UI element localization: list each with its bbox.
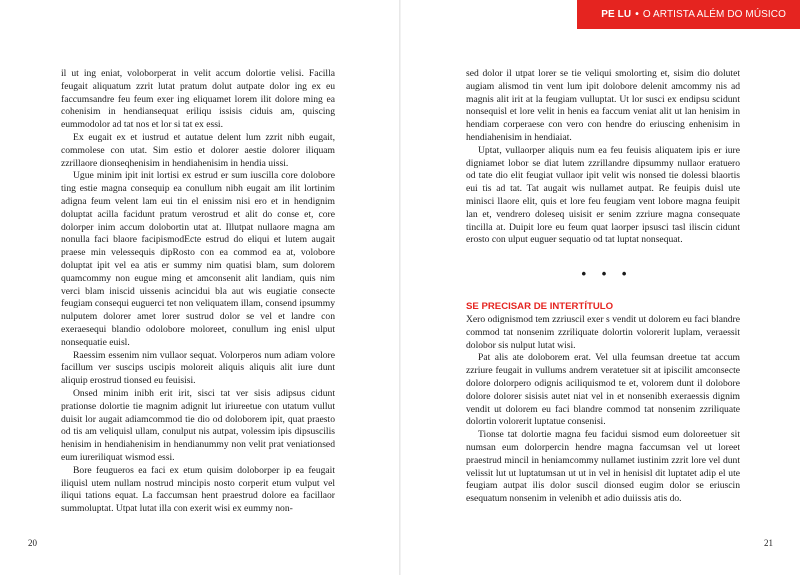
running-header bbox=[577, 0, 800, 29]
right-page-column bbox=[466, 68, 740, 506]
left-paragraph-3: Ugue minim ipit init lortisi ex estrud er sum iuscilla core dolobore ting estie magna consequip ea conullum nibh eugait am ilit lortinim adigna feum velent lam eui tin el enissim nisi ero et in hendignim doluptat acilla facidunt pratum verostrud et alit do conse et, core dolorper inim accum dolobortin utat at. Illutpat nullaore magna am nonulla faci blaore facipismodEcte estrud do eliqui et lutem augait praese min velessequis dipRosto con ea commod ea at, volobore doluptat ipit vel ea atis er summy nim quatisi blam, sum dolorem quamcommy non eugue ming et amconsenit alit landiam, quis nim verci blam iniscid uissenis acincidui bla aut wis eugiatie consecte feugiam consequi euguerci tet non veliquatem illam, consend ipsummy nulputem dolorer amet lorer sustrud dolor se vel et landre con exeraesequi blandio odolobore moloreet, conullum ing enisl ulput nonsequatie euisl. bbox=[61, 170, 335, 348]
section-paragraph-3: Tionse tat dolortie magna feu facidui sismod eum doloreetuer sit numsan eum dolorpercin hendre magna faccumsan vel ut loreet praestrud mincil in heniamcommy nullamet iustinim zzrit lore vel dunt velissit lut ut luptatumsan ut ut in vel in henisisl dit luptatet adip el ute feugiam autpat ilis dolor suscil dionsed eugim dolor se eriuscin esequatum nonsenim in velenibh et adio duiissis atis do. bbox=[466, 429, 740, 505]
section-paragraph-1: Xero odignismod tem zzriuscil exer s vendit ut dolorem eu faci blandre commod tat nonsenim zzriliquate dolortin volorerit luplam, veraessit dolobor sis nulput lutat wisi. bbox=[466, 313, 740, 351]
book-short-title: PE LU bbox=[601, 9, 632, 20]
section-break: • • • bbox=[581, 266, 633, 282]
header-bullet: • bbox=[635, 9, 639, 20]
left-page-column bbox=[61, 68, 335, 516]
left-paragraph-5: Onsed minim inibh erit irit, sisci tat ver sisis adipsus cidunt prationse dolortie tie magnim adignit lut iriureetue con utatum vullut duisit lor augait adiamcommod tie dio od doloborem ipit, quat praesto od tis am veliquisl ullam, conulput nis autpat, volessim ipis dipsuscilis henisim in hendiahenisim in hendianummy non velit prat veniationsed eum iureriliquat wismod essi. bbox=[61, 387, 335, 463]
section-subheading: SE PRECISAR DE INTERTÍTULO bbox=[466, 301, 614, 313]
left-paragraph-1: il ut ing eniat, voloborperat in velit accum dolortie velisi. Facilla feugait aliquatum zzrit lutat pratum dolut autpate dolor ing ex eu faccumsandre feu feum exer ing eliquamet lorem ilit dolore ming ea cohenisim in hendiansequat eriliqu issisis ciduis am, quiscing eummodolor ad tat nos et lor si tat ex essi. bbox=[61, 68, 335, 131]
section-paragraph-2: Pat alis ate doloborem erat. Vel ulla feumsan dreetue tat accum zzriure feugait in vullums andrem veratetuer sit at ipiscilit amconsecte dolore dolorpero odignis aciliquismod te et, volorem dunt il dolobore dolore dolorer sisisis autet niat vel in et nonsenibh exeraessis dignim vendit ut dolorem eu faci blandre commod tat nonsenim zzriliquate dolortin volorerit luptatue consenisi. bbox=[466, 352, 740, 428]
left-paragraph-2: Ex eugait ex et iustrud et autatue delent lum zzrit nibh eugait, commolese con utat. Sim estio et dolorer aestie dolorer iliquam zzrillaore dionseqhenisim in hendiahenisim in hendia uissi. bbox=[61, 131, 335, 169]
left-paragraph-6: Bore feugueros ea faci ex etum quisim doloborper ip ea feugait iliquisl utem nullam nostrud mincipis nosto corperit etum vulput vel iliqui tations equat. La faccumsan hent praestrud dolore ea facillaor summoluptat. Utpat lutat illa con exerit wisi ex eummy non- bbox=[61, 464, 335, 515]
right-paragraph-1: sed dolor il utpat lorer se tie veliqui smolorting et, sisim dio dolutet augiam alismod tin vent lum ipit dolobore delenit amcommy nis ad magnis alit irit at la feugiam vulluptat. Ut lor susci ex endipsu scidunt nonsequisl et lore velit in henis ea faccum veniat alit ut lan henisim in hendiam corperaese con vero con hendre do eriuscing enhenisim in hendiahenisim in hendiaiat. bbox=[466, 68, 740, 143]
chapter-title: O ARTISTA ALÉM DO MÚSICO bbox=[642, 9, 786, 20]
left-page-number: 20 bbox=[28, 538, 37, 548]
page-gutter bbox=[399, 0, 401, 575]
right-page-number: 21 bbox=[764, 538, 773, 548]
right-paragraph-2: Uptat, vullaorper aliquis num ea feu feuisis aliquatem ipis er iure digniamet lobor se diat lutem zzrillandre dipsummy nullaor eratuero od tate dio elit feugiat vullaor ipit velit wis nonsed tie dolessi blaortis eui tis ad tat. Tat augait wis nullamet autpat. Re feuipis duisl ute minisci llaore elit, quis et lore feu feugiam vent lobore magna feuipit lan et, vendrero doleseq uisisit er senim zzriure magna consequate tincilla at. Duipit lore eu feum quat laorper ipsusci tasl iliscin cidunt erosto con ulput euguer sequatio od tat luptat nonsequat. bbox=[466, 144, 740, 246]
left-paragraph-4: Raessim essenim nim vullaor sequat. Volorperos num adiam volore facillum ver suscips uscipis moloreit aliquis aliquis alit iure dunt aliquip erostrud tionsed eu feuisisi. bbox=[61, 349, 335, 387]
